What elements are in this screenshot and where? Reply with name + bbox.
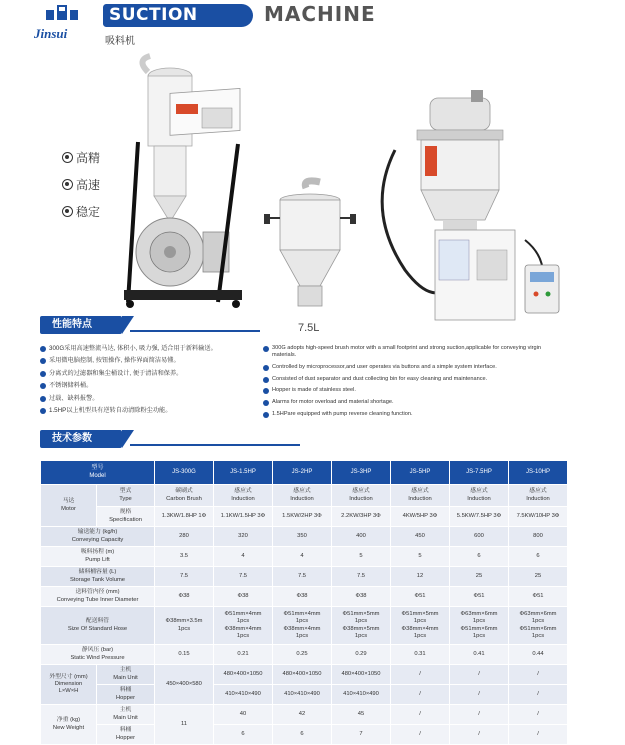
table-cell: 7.5: [214, 567, 273, 587]
table-row: [41, 527, 568, 547]
table-cell: /: [391, 725, 450, 745]
list-item: 1.5HPare equipped with pump reverse cleaning function.: [263, 411, 563, 418]
table-cell: 3.5: [155, 547, 214, 567]
table-cell: 450×400×580: [155, 665, 214, 705]
logo-mark-icon: [44, 4, 80, 26]
table-cell: 碳刷式 Carbon Brush: [155, 485, 214, 507]
bullet-icon: [40, 383, 46, 389]
table-header-row: [41, 461, 568, 485]
table-cell: Φ38: [273, 587, 332, 607]
table-row: [41, 587, 568, 607]
feature-item: [62, 198, 100, 225]
performance-list-cn: [40, 345, 265, 420]
table-cell: 25: [509, 567, 568, 587]
table-cell: 7.5: [155, 567, 214, 587]
table-cell: Φ38: [332, 587, 391, 607]
table-cell: 480×400×1050: [214, 665, 273, 685]
table-cell: 280: [155, 527, 214, 547]
table-cell: /: [450, 705, 509, 725]
bullet-icon: [40, 396, 46, 402]
table-cell: /: [509, 725, 568, 745]
bullet-icon: [40, 346, 46, 352]
table-header-cell: JS-10HP: [509, 461, 568, 485]
table-cell: Φ38: [214, 587, 273, 607]
table-cell: 感应式 Induction: [332, 485, 391, 507]
table-header-cell: JS-2HP: [273, 461, 332, 485]
list-item: 过载、缺料报警。: [40, 395, 265, 403]
list-item: 300G采用高速整流马达, 体积小, 吸力强, 适合用于新料输送。: [40, 345, 265, 353]
table-cell: 0.31: [391, 645, 450, 665]
table-cell: 1.5KW/2HP 3Φ: [273, 507, 332, 527]
table-cell: 6: [214, 725, 273, 745]
table-cell: 480×400×1050: [273, 665, 332, 685]
performance-list-en: [263, 345, 563, 422]
bullet-icon: [263, 377, 269, 383]
table-cell: /: [509, 705, 568, 725]
table-header-cell: JS-7.5HP: [450, 461, 509, 485]
table-header-cell: JS-5HP: [391, 461, 450, 485]
table-cell: 410×410×490: [214, 685, 273, 705]
table-cell: Φ51: [391, 587, 450, 607]
section-divider: [130, 444, 300, 446]
bullet-icon: [40, 371, 46, 377]
table-cell: /: [450, 665, 509, 685]
table-cell: 4: [273, 547, 332, 567]
table-cell: Φ63mm×6mm 1pcs Φ51mm×6mm 1pcs: [450, 607, 509, 645]
table-row: [41, 665, 568, 685]
table-cell: 2.2KW/3HP 3Φ: [332, 507, 391, 527]
table-cell: Φ51mm×4mm 1pcs Φ38mm×4mm 1pcs: [214, 607, 273, 645]
table-cell: 6: [450, 547, 509, 567]
suction-machine-large-image: [118, 52, 258, 310]
page-subtitle: 吸料机: [105, 36, 135, 47]
logo-text: Jinsui: [34, 26, 68, 41]
table-cell: 吸料扬程 (m) Pump Lift: [41, 547, 155, 567]
table-cell: 外型尺寸 (mm) Dimension L×W×H: [41, 665, 97, 705]
page-title-right: MACHINE: [264, 2, 376, 26]
table-row: [41, 725, 568, 745]
table-cell: 净重 (kg) New Weight: [41, 705, 97, 745]
table-cell: 感应式 Induction: [273, 485, 332, 507]
table-cell: 4: [214, 547, 273, 567]
bullet-icon: [40, 358, 46, 364]
table-cell: 45: [332, 705, 391, 725]
section-title: 技术参数: [40, 430, 122, 448]
table-cell: 5: [391, 547, 450, 567]
table-cell: 感应式 Induction: [214, 485, 273, 507]
hopper-image: [262, 178, 358, 323]
table-cell: 0.15: [155, 645, 214, 665]
table-cell: 料桶 Hopper: [97, 725, 155, 745]
table-cell: /: [450, 685, 509, 705]
table-cell: 7.5KW/10HP 3Φ: [509, 507, 568, 527]
table-row: [41, 645, 568, 665]
brand-logo: [30, 4, 100, 44]
table-cell: 0.29: [332, 645, 391, 665]
section-title: 性能特点: [40, 316, 122, 334]
table-cell: Φ51: [509, 587, 568, 607]
bullet-icon: [263, 365, 269, 371]
table-row: [41, 567, 568, 587]
table-header-cell: JS-3HP: [332, 461, 391, 485]
table-row: [41, 685, 568, 705]
list-item: 分离式的过滤器和集尘桶设计, 便于清洁和保养。: [40, 370, 265, 378]
feature-item: [62, 171, 100, 198]
table-header-cell: JS-1.5HP: [214, 461, 273, 485]
table-cell: 25: [450, 567, 509, 587]
table-cell: 5: [332, 547, 391, 567]
section-specs-header: [40, 430, 568, 448]
table-cell: 40: [214, 705, 273, 725]
spec-table: [40, 460, 568, 745]
table-header-cell: JS-300G: [155, 461, 214, 485]
table-cell: /: [391, 665, 450, 685]
table-cell: Φ63mm×6mm 1pcs Φ51mm×6mm 1pcs: [509, 607, 568, 645]
page-title: SUCTION: [103, 4, 253, 27]
table-row: [41, 607, 568, 645]
feature-icon: [62, 206, 73, 217]
table-cell: 1.3KW/1.8HP 1Φ: [155, 507, 214, 527]
table-cell: 4KW/5HP 3Φ: [391, 507, 450, 527]
list-item: 不锈钢储料桶。: [40, 382, 265, 390]
table-cell: 储料桶容量 (L) Storage Tank Volume: [41, 567, 155, 587]
table-cell: Φ38: [155, 587, 214, 607]
table-cell: 7: [332, 725, 391, 745]
table-cell: 0.21: [214, 645, 273, 665]
table-cell: 感应式 Induction: [509, 485, 568, 507]
table-cell: 主机 Main Unit: [97, 665, 155, 685]
list-item: Consisted of dust separator and dust collecting bin for easy cleaning and maintenance.: [263, 376, 563, 383]
list-item: Hopper is made of stainless steel.: [263, 387, 563, 394]
hopper-volume-caption: 7.5L: [298, 322, 320, 334]
table-cell: 7.5: [273, 567, 332, 587]
table-header-cell: 型号 Model: [41, 461, 155, 485]
table-cell: /: [391, 685, 450, 705]
table-cell: 0.25: [273, 645, 332, 665]
feature-icon: [62, 179, 73, 190]
list-item: 采用微电脑控制, 按钮操作, 操作界面简洁易懂。: [40, 357, 265, 365]
table-cell: 1.1KW/1.5HP 3Φ: [214, 507, 273, 527]
table-cell: Φ51mm×5mm 1pcs Φ38mm×5mm 1pcs: [332, 607, 391, 645]
table-cell: 0.44: [509, 645, 568, 665]
section-performance-header: [40, 316, 260, 334]
table-cell: 配送料管 Size Of Standard Hose: [41, 607, 155, 645]
feature-list: [62, 144, 100, 225]
table-cell: 410×410×490: [332, 685, 391, 705]
table-cell: 主机 Main Unit: [97, 705, 155, 725]
table-cell: 800: [509, 527, 568, 547]
table-cell: 感应式 Induction: [391, 485, 450, 507]
table-cell: 感应式 Induction: [450, 485, 509, 507]
feature-label: 稳定: [76, 205, 101, 219]
table-cell: 6: [509, 547, 568, 567]
table-cell: 输送能力 (kg/h) Conveying Capacity: [41, 527, 155, 547]
list-item: 1.5HP以上机型具有逆转自动清除粉尘功能。: [40, 407, 265, 415]
table-cell: Φ38mm×3.5m 1pcs: [155, 607, 214, 645]
table-cell: 5.5KW/7.5HP 3Φ: [450, 507, 509, 527]
list-item: Controlled by microprocessor,and user operates via buttons and a simple system interface.: [263, 364, 563, 371]
table-cell: 11: [155, 705, 214, 745]
table-cell: 0.41: [450, 645, 509, 665]
table-cell: Φ51: [450, 587, 509, 607]
table-cell: 350: [273, 527, 332, 547]
table-row: [41, 547, 568, 567]
bullet-icon: [40, 408, 46, 414]
table-cell: Φ51mm×4mm 1pcs Φ38mm×4mm 1pcs: [273, 607, 332, 645]
table-row: [41, 705, 568, 725]
table-cell: /: [509, 665, 568, 685]
section-divider: [130, 330, 260, 332]
table-cell: 320: [214, 527, 273, 547]
feature-icon: [62, 152, 73, 163]
table-cell: 料桶 Hopper: [97, 685, 155, 705]
table-cell: 马达 Motor: [41, 485, 97, 527]
bullet-icon: [263, 412, 269, 418]
table-cell: 12: [391, 567, 450, 587]
table-cell: 送料管内径 (mm) Conveying Tube Inner Diameter: [41, 587, 155, 607]
list-item: 300G adopts high-speed brush motor with a small footprint and strong suction,applicable for conveying virgin materials.: [263, 345, 563, 360]
table-cell: Φ51mm×5mm 1pcs Φ38mm×4mm 1pcs: [391, 607, 450, 645]
table-cell: 410×410×490: [273, 685, 332, 705]
table-cell: 6: [273, 725, 332, 745]
table-cell: 600: [450, 527, 509, 547]
bullet-icon: [263, 388, 269, 394]
table-cell: 规格 Specification: [97, 507, 155, 527]
table-row: [41, 485, 568, 507]
table-cell: 7.5: [332, 567, 391, 587]
table-cell: /: [450, 725, 509, 745]
feature-label: 高精: [76, 151, 101, 165]
table-cell: 480×400×1050: [332, 665, 391, 685]
table-cell: 静风压 (bar) Static Wind Pressure: [41, 645, 155, 665]
suction-machine-image: [375, 90, 575, 325]
feature-label: 高速: [76, 178, 101, 192]
bullet-icon: [263, 400, 269, 406]
feature-item: [62, 144, 100, 171]
table-cell: /: [391, 705, 450, 725]
table-cell: 400: [332, 527, 391, 547]
table-cell: 42: [273, 705, 332, 725]
table-cell: /: [509, 685, 568, 705]
table-cell: 450: [391, 527, 450, 547]
list-item: Alarms for motor overload and material shortage.: [263, 399, 563, 406]
table-cell: 型式 Type: [97, 485, 155, 507]
table-row: [41, 507, 568, 527]
bullet-icon: [263, 346, 269, 352]
